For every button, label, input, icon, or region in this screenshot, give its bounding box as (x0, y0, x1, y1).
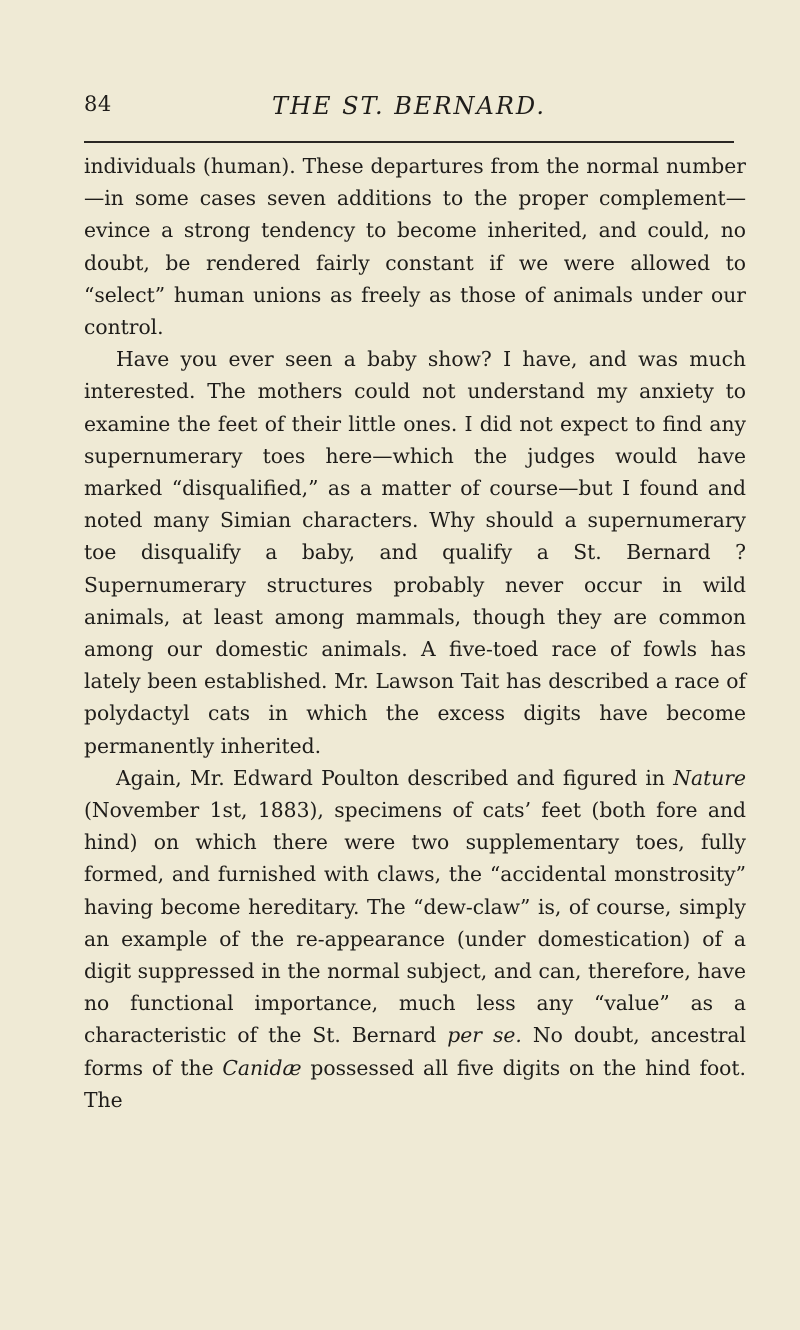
running-head (84, 92, 734, 132)
page-number: 84 (84, 92, 112, 116)
paragraph-1 (84, 150, 746, 343)
text-segment: Have you ever seen a baby show? I have, and was much interested. The mothers could not understand my anxiety to examine the feet of their little ones. I did not expect to find any supernumerary toes here—which the judges would have marked “disqualified,” as a matter of course—but I found and noted many Simian characters. Why should a supernumerary toe disqualify a baby, and qualify a St. Bernard ? Supernumerary structures probably never occur in wild animals, at least among mammals, though they are common among our domestic animals. A five-toed race of fowls has lately been established. Mr. Lawson Tait has described a race of polydactyl cats in which the excess digits have become permanently inherited. (84, 347, 746, 758)
running-title: THE ST. BERNARD. (272, 92, 546, 120)
body-text (84, 150, 746, 1116)
text-segment: (November 1st, 1883), specimens of cats’ feet (both fore and hind) on which there were two supplementary toes, fully formed, and furnished with claws, the “accidental monstrosity” having become hereditary. The “dew-claw” is, of course, simply an example of the re-appearance (under domestication) of a digit suppressed in the normal subject, and can, therefore, have no functional importance, much less any “value” as a characteristic of the St. Bernard (84, 798, 746, 1048)
paragraph-2 (84, 343, 746, 762)
text-segment: possessed all five digits on the hind foot. The (84, 1055, 746, 1112)
header-rule (84, 141, 734, 143)
text-segment: No doubt, ancestral forms of the (84, 1023, 747, 1080)
paragraph-3 (84, 762, 746, 1116)
italic-text: Canidæ (222, 1055, 302, 1080)
text-segment: individuals (human). These departures from the normal number—in some cases seven additions to the proper complement—evince a strong tendency to become inherited, and could, no doubt, be rendered fairly constant if we were allowed to “select” human unions as freely as those of animals under our control. (84, 154, 746, 340)
italic-text: per se. (447, 1023, 522, 1048)
text-segment: Again, Mr. Edward Poulton described and figured in (116, 765, 674, 790)
italic-text: Nature (673, 765, 746, 790)
